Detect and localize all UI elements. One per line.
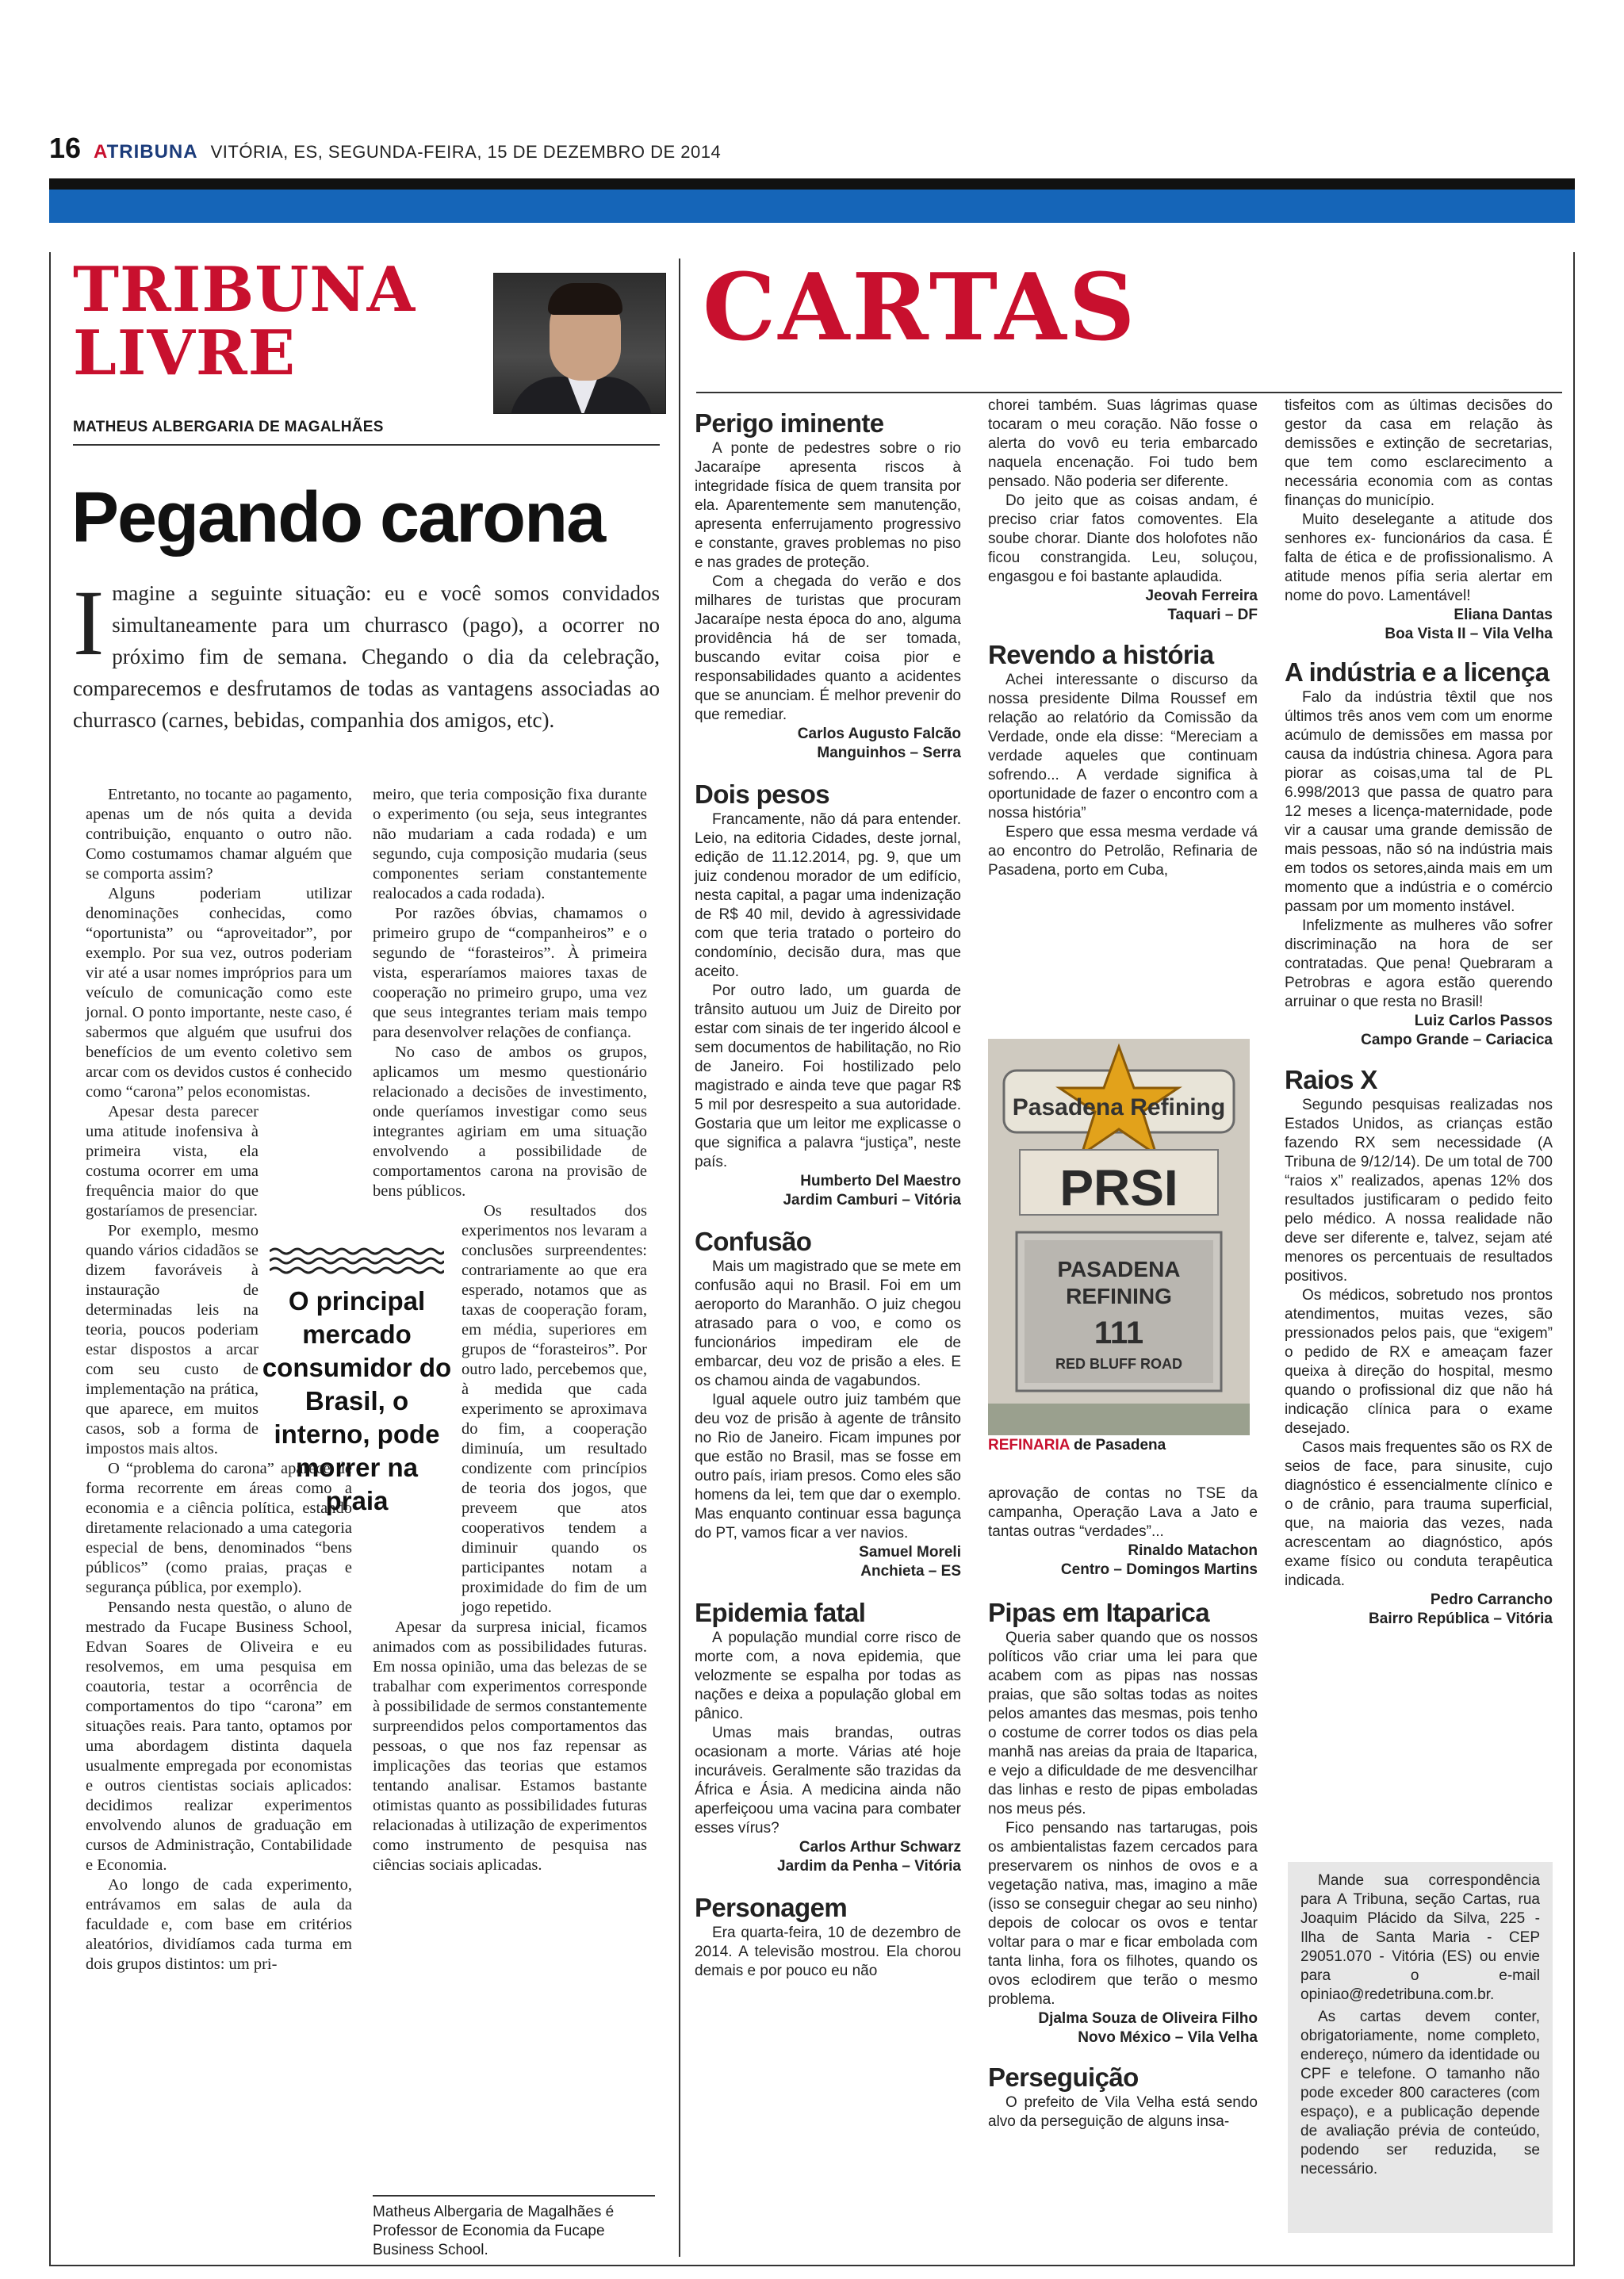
letters-column-3 — [1285, 397, 1553, 1629]
section-title-tribuna-livre: TRIBUNA LIVRE — [73, 254, 416, 389]
letter-signature: Carlos Arthur Schwarz Jardim da Penha – Vitória — [777, 1839, 961, 1875]
letter-heading: Pipas em Itaparica — [988, 1598, 1210, 1627]
letter-heading: Confusão — [695, 1227, 812, 1256]
article-paragraph: Por exemplo, mesmo quando vários cidadãos se dizem favoráveis à instauração de determinadas leis na teoria, poucos poderiam estar dispostos a arcar com seu custo de implementação na prática, que aparece, em muitos casos, sob a forma de impostos mais altos. — [86, 1222, 259, 1457]
letter-signature: Eliana Dantas Boa Vista II – Vila Velha — [1385, 607, 1553, 642]
article-paragraph: Os resultados dos experimentos nos levaram a conclusões surpreendentes: contrariamente ao que era esperado, notamos que as taxas de cooperação foram, em média, superiores em grupos de “forasteiros”. Por outro lado, percebemos que, à medida que cada experimento se aproximava do fim, a cooperação diminuía, um resultado condizente com princípios de teoria dos jogos, que preveem que atos cooperativos tendem a diminuir quando os participantes notam a proximidade do fim de um jogo repetido. — [462, 1202, 647, 1616]
letter-signature: Djalma Souza de Oliveira Filho Novo México – Vila Velha — [1038, 2010, 1258, 2046]
article-lede: I magine a seguinte situação: eu e você somos convidados simultaneamente para um churrasco (pago), a ocorrer no próximo fim de semana. Chegando o dia da celebração, comparecemos e desfrutamos de todas as vantagens associadas ao churrasco (carnes, bebidas, companhia dos amigos, etc). — [73, 571, 660, 732]
author-photo — [493, 273, 666, 414]
letter: tisfeitos com as últimas decisões do gestor da casa em relação às demissões e extinção de secretarias, que tem como esclarecimento a necessária economia com as contas finanças do município. Muito deselegante a atitude dos senhores ex- funcionários da casa. É falta de ética e de profissionalismo. A atitude menos pífia seria alertar em nome do povo. Lamentável! Eliana Dantas Boa Vista II – Vila Velha — [1285, 397, 1553, 642]
wave-ornament — [270, 1247, 444, 1275]
author-bio: Matheus Albergaria de Magalhães é Professor de Economia da Fucape Business School. — [373, 2195, 655, 2260]
article-paragraph: Entretanto, no tocante ao pagamento, apenas um de nós quita a devida contribuição, enquanto o outro não. Como costumamos chamar alguém que se comporta assim? — [86, 786, 352, 883]
letters-column-2-lower — [988, 1484, 1258, 2132]
letter: Confusão Mais um magistrado que se mete em confusão aqui no Brasil. Foi em um aeroporto do Maranhão. O juiz chegou atrasado para o voo, e como os funcionários impediram ele de embarcar, deu voz de prisão a eles. E os chamou ainda de vagabundos. Igual aquele outro juiz também que deu voz de prisão à agente de trânsito no Rio de Janeiro. Ficam impunes por que estão no Brasil, mas se fosse em outro país, iriam presos. Como eles são homens da lei, tem que dar o exemplo. Mas enquanto continuar essa bagunça do PT, vamos ficar a ver navios. Samuel Moreli Anchieta – ES — [695, 1227, 961, 1580]
newspaper-logo: ATRIBUNA — [94, 141, 198, 163]
sign-pasadena-refining: Pasadena Refining — [1012, 1094, 1226, 1120]
submission-address: Mande sua correspondência para A Tribuna, seção Cartas, rua Joaquim Plácido da Silva, 225 - Ilha de Santa Maria - CEP 29051.070 - Vitória (ES) ou envie para o e-mail opiniao@redetribuna.com.br. — [1300, 1872, 1540, 2003]
article-paragraph: Alguns poderiam utilizar denominações conhecidas, como “oportunista” ou “aproveitador”, por exemplo. Por sua vez, outros poderiam vir até a usar nomes impróprios para um veículo de comunicação como este jornal. O ponto importante, neste caso, é sabermos que alguém que usufrui dos benefícios de um evento coletivo sem arcar com os devidos custos é conhecido como “carona” pelos economistas. — [86, 885, 352, 1101]
letter-signature: Jeovah Ferreira Taquari – DF — [1145, 588, 1258, 623]
header-band — [49, 190, 1575, 223]
article-headline: Pegando carona — [71, 478, 605, 557]
pull-quote: O principal mercado consumidor do Brasil, o interno, pode morrer na praia — [262, 1286, 452, 1515]
letter-signature: Humberto Del Maestro Jardim Camburi – Vitória — [783, 1173, 961, 1208]
section-title-cartas: CARTAS — [703, 254, 1138, 362]
letter-heading: Personagem — [695, 1893, 848, 1922]
refinery-photo — [988, 1039, 1250, 1435]
photo-caption: REFINARIA de Pasadena — [988, 1437, 1166, 1454]
letter-heading: A indústria e a licença — [1285, 657, 1549, 687]
column-divider — [679, 259, 680, 2257]
article-paragraph: Ao longo de cada experimento, entrávamos em salas de aula da faculdade e, com base em critérios aleatórios, dividíamos cada turma em dois grupos distintos: um pri- — [86, 1876, 352, 1973]
page-number: 16 — [49, 132, 82, 164]
sign-refining: REFINING — [1066, 1284, 1172, 1308]
article-paragraph: meiro, que teria composição fixa durante o experimento (ou seja, seus integrantes não mudariam a cada rodada) e um segundo, cuja composição mudaria (seus componentes seriam constantemente realocados a cada rodada). — [373, 786, 647, 902]
dateline: VITÓRIA, ES, SEGUNDA-FEIRA, 15 DE DEZEMBRO DE 2014 — [210, 142, 722, 162]
letter: chorei também. Suas lágrimas quase tocaram o meu coração. Não fosse o alerta do vovô eu teria embarcado naquela encenação. Foi tudo bem pensado. Não poderia ser diferente. Do jeito que as coisas andam, é preciso criar fatos comoventes. Ela soube chorar. Diante dos holofotes não ficou constrangida. Leu, soluçou, engasgou e foi bastante aplaudida. Jeovah Ferreira Taquari – DF — [988, 397, 1258, 623]
article-paragraph: No caso de ambos os grupos, aplicamos um mesmo questionário relacionado a decisões de investimento, onde queríamos investigar como seus integrantes agiriam em uma situação envolvendo a possibilidade de comportamentos carona na provisão de bens públicos. — [373, 1044, 647, 1200]
letter-heading: Revendo a história — [988, 640, 1214, 669]
letter-signature: Luiz Carlos Passos Campo Grande – Cariacica — [1361, 1013, 1553, 1048]
letter: Perseguição O prefeito de Vila Velha está sendo alvo da perseguição de alguns insa- — [988, 2063, 1258, 2130]
article-paragraph: Apesar desta parecer uma atitude inofensiva à primeira vista, ela costuma ocorrer em uma frequência maior do que gostaríamos de presenciar. — [86, 1103, 259, 1220]
author-byline: MATHEUS ALBERGARIA DE MAGALHÃES — [73, 419, 660, 446]
sign-pasadena: PASADENA — [1057, 1257, 1181, 1281]
letter: Pipas em Itaparica Queria saber quando que os nossos políticos vão criar uma lei para que acabem com as pipas nas nossas praias, que são soltas todas as noites pelos amantes das mesmas, pois tenho o costume de correr todos os dias pela manhã nas areias da praia de Itaparica, e vejo a dificuldade de me desvencilhar das linhas e resto de pipas emboladas nos meus pés. Fico pensando nas tartarugas, pois os ambientalistas fazem cercados para preservarem os ninhos de ovos e a vegetação nativa, mas, imagino a mãe (isso se conseguir chegar ao seu ninho) depois de colocar os ovos e tentar voltar para o mar e ficar embolada com tanta linha, fora os filhotes, quando os ovos eclodirem que terão o mesmo problema. Djalma Souza de Oliveira Filho Novo México – Vila Velha — [988, 1598, 1258, 2046]
header-rule — [49, 178, 1575, 190]
sign-prsi: PRSI — [1059, 1159, 1178, 1216]
sign-street: RED BLUFF ROAD — [1055, 1356, 1182, 1372]
sign-number: 111 — [1094, 1316, 1144, 1350]
letter-heading: Perigo iminente — [695, 408, 884, 438]
letter-heading: Epidemia fatal — [695, 1598, 866, 1627]
letter: A indústria e a licença Falo da indústria têxtil que nos últimos três anos vem com um enorme acúmulo de demissões em massa por causa da indústria chinesa. Agora para piorar as coisas,uma tal de PL 6.998/2013 que passa de quatro para 12 meses a licença-maternidade, pode vir a causar uma grande demissão de mais pessoas, não só na indústria mais em todos os setores,ainda mais em um momento que a indústria e o comércio passam por um momento instável. Infelizmente as mulheres vão sofrer discriminação na hora de ser contratadas. Que pena! Quebraram a Petrobras e agora estão querendo arruinar o que resta no Brasil! Luiz Carlos Passos Campo Grande – Cariacica — [1285, 657, 1553, 1048]
submission-info-box — [1288, 1862, 1553, 2233]
letter-signature: Pedro Carrancho Bairro República – Vitória — [1369, 1591, 1553, 1627]
letter: Perigo iminente A ponte de pedestres sobre o rio Jacaraípe apresenta riscos à integridade física de quem transita por ela. Aparentemente sem manutenção, apresenta enferrujamento progressivo e constante, graves problemas no piso e nas grades de proteção. Com a chegada do verão e dos milhares de turistas que procuram Jacaraípe nesta época do ano, alguma providência há de ser tomada, buscando evitar coisa pior e responsabilidades quanto a acidentes que se anunciam. É melhor prevenir do que remediar. Carlos Augusto Falcão Manguinhos – Serra — [695, 408, 961, 761]
article-paragraph: Pensando nesta questão, o aluno de mestrado da Fucape Business School, Edvan Soares de Oliveira e eu resolvemos, em uma pesquisa em coautoria, testar a ocorrência de comportamentos do tipo “carona” em situações reais. Para tanto, optamos por uma abordagem distinta daquela usualmente empregada por economistas e outros cientistas sociais aplicados: decidimos realizar experimentos envolvendo alunos de graduação em cursos de Administração, Contabilidade e Economia. — [86, 1599, 352, 1874]
drop-cap: I — [73, 571, 105, 675]
cartas-rule — [696, 392, 1562, 393]
letter: Revendo a história Achei interessante o discurso da nossa presidente Dilma Roussef em relação ao relatório da Comissão da Verdade, onde ela disse: “Mereciam a verdade aqueles que continuam sofrendo... A verdade significa à oportunidade de fazer o encontro com a nossa história” Espero que essa mesma verdade vá ao encontro do Petrolão, Refinaria de Pasadena, porto em Cuba, — [988, 640, 1258, 879]
letter: Raios X Segundo pesquisas realizadas nos Estados Unidos, as crianças estão fazendo RX sem necessidade (A Tribuna de 9/12/14). De um total de 700 “raios x” realizados, apenas 12% dos resultados justificaram o pedido feito pelo médico. A nossa realidade não deve ser diferente e, talvez, sejam até menores os percentuais de resultados positivos. Os médicos, sobretudo nos prontos atendimentos, muitas vezes, são pressionados pelos pais, que “exigem” o pedido de RX e ameaçam fazer queixa à direção do hospital, mesmo quando o profissional diz que não há indicação clínica para o exame desejado. Casos mais frequentes são os RX de seios de face, para sinusite, cujo diagnóstico é essencialmente clínico e o de crânio, para trauma superficial, que, na maioria das vezes, nada acrescentam ao diagnóstico, após exame físico ou conduta terapêutica indicada. Pedro Carrancho Bairro República – Vitória — [1285, 1065, 1553, 1627]
letter-signature: Samuel Moreli Anchieta – ES — [859, 1544, 961, 1580]
submission-rules: As cartas devem conter, obrigatoriamente, nome completo, endereço, número da identidade ou CPF e telefone. O tamanho não pode exceder 800 caracteres (com espaço), e a publicação depende de avaliação prévia de conteúdo, podendo ser reduzida, se necessário. — [1300, 2009, 1540, 2177]
letters-column-2 — [988, 397, 1258, 880]
article-paragraph: Por razões óbvias, chamamos o primeiro grupo de “companheiros” e o segundo de “forasteiros”. À primeira vista, esperaríamos maiores taxas de cooperação no primeiro grupo, uma vez que seus integrantes teriam mais tempo para desenvolver relações de confiança. — [373, 905, 647, 1041]
letter: Personagem Era quarta-feira, 10 de dezembro de 2014. A televisão mostrou. Ela chorou demais e por pouco eu não — [695, 1893, 961, 1979]
letter-signature: Carlos Augusto Falcão Manguinhos – Serra — [797, 726, 961, 761]
letter-heading: Dois pesos — [695, 779, 830, 809]
article-paragraph: O “problema do carona” aparece de forma recorrente em áreas como a economia e a ciência política, estando diretamente relacionado a uma categoria especial de bens, denominados “bens públicos” (como praias, praças e segurança pública, por exemplo). — [86, 1460, 352, 1596]
letter-heading: Raios X — [1285, 1065, 1377, 1094]
letter-heading: Perseguição — [988, 2063, 1139, 2092]
page-header — [49, 132, 721, 163]
article-paragraph: Apesar da surpresa inicial, ficamos animados com as possibilidades futuras. Em nossa opinião, uma das belezas de se trabalhar com experimentos corresponde à possibilidade de sermos constantemente surpreendidos pelos comportamentos das pessoas, o que nos faz repensar as implicações das teorias que estamos tentando analisar. Estamos bastante otimistas quanto as possibilidades futuras relacionadas à utilização de experimentos como instrumento de pesquisa nas ciências sociais aplicadas. — [373, 1618, 647, 1874]
letter-signature: Rinaldo Matachon Centro – Domingos Martins — [1060, 1542, 1258, 1578]
letter: aprovação de contas no TSE da campanha, Operação Lava a Jato e tantas outras “verdades”... Rinaldo Matachon Centro – Domingos Martins — [988, 1485, 1258, 1578]
letter: Epidemia fatal A população mundial corre risco de morte com, a nova epidemia, que velozmente se espalha por todas as nações e deixa a população global em pânico. Umas mais brandas, outras ocasionam a morte. Várias até hoje incuráveis. Geralmente são trazidas da África e Ásia. A medicina ainda não aperfeiçoou uma vacina para combater esses vírus? Carlos Arthur Schwarz Jardim da Penha – Vitória — [695, 1598, 961, 1875]
letter: Dois pesos Francamente, não dá para entender. Leio, na editoria Cidades, deste jornal, edição de 11.12.2014, pg. 9, que um juiz condenou morador de um edifício, nesta capital, a pagar uma indenização de R$ 40 mil, devido à agressividade com que teria tratado o porteiro do condomínio, decisão dura, mas que aceito. Por outro lado, um guarda de trânsito autuou um Juiz de Direito por estar com sinais de ter ingerido álcool e sem documentos de habilitação, no Rio de Janeiro. Foi hostilizado pelo magistrado e ainda teve que pagar R$ 5 mil por desrespeito a sua autoridade. Gostaria que um leitor me explicasse o que significa a palavra “justiça”, neste país. Humberto Del Maestro Jardim Camburi – Vitória — [695, 779, 961, 1208]
letters-column-1 — [695, 401, 961, 1981]
